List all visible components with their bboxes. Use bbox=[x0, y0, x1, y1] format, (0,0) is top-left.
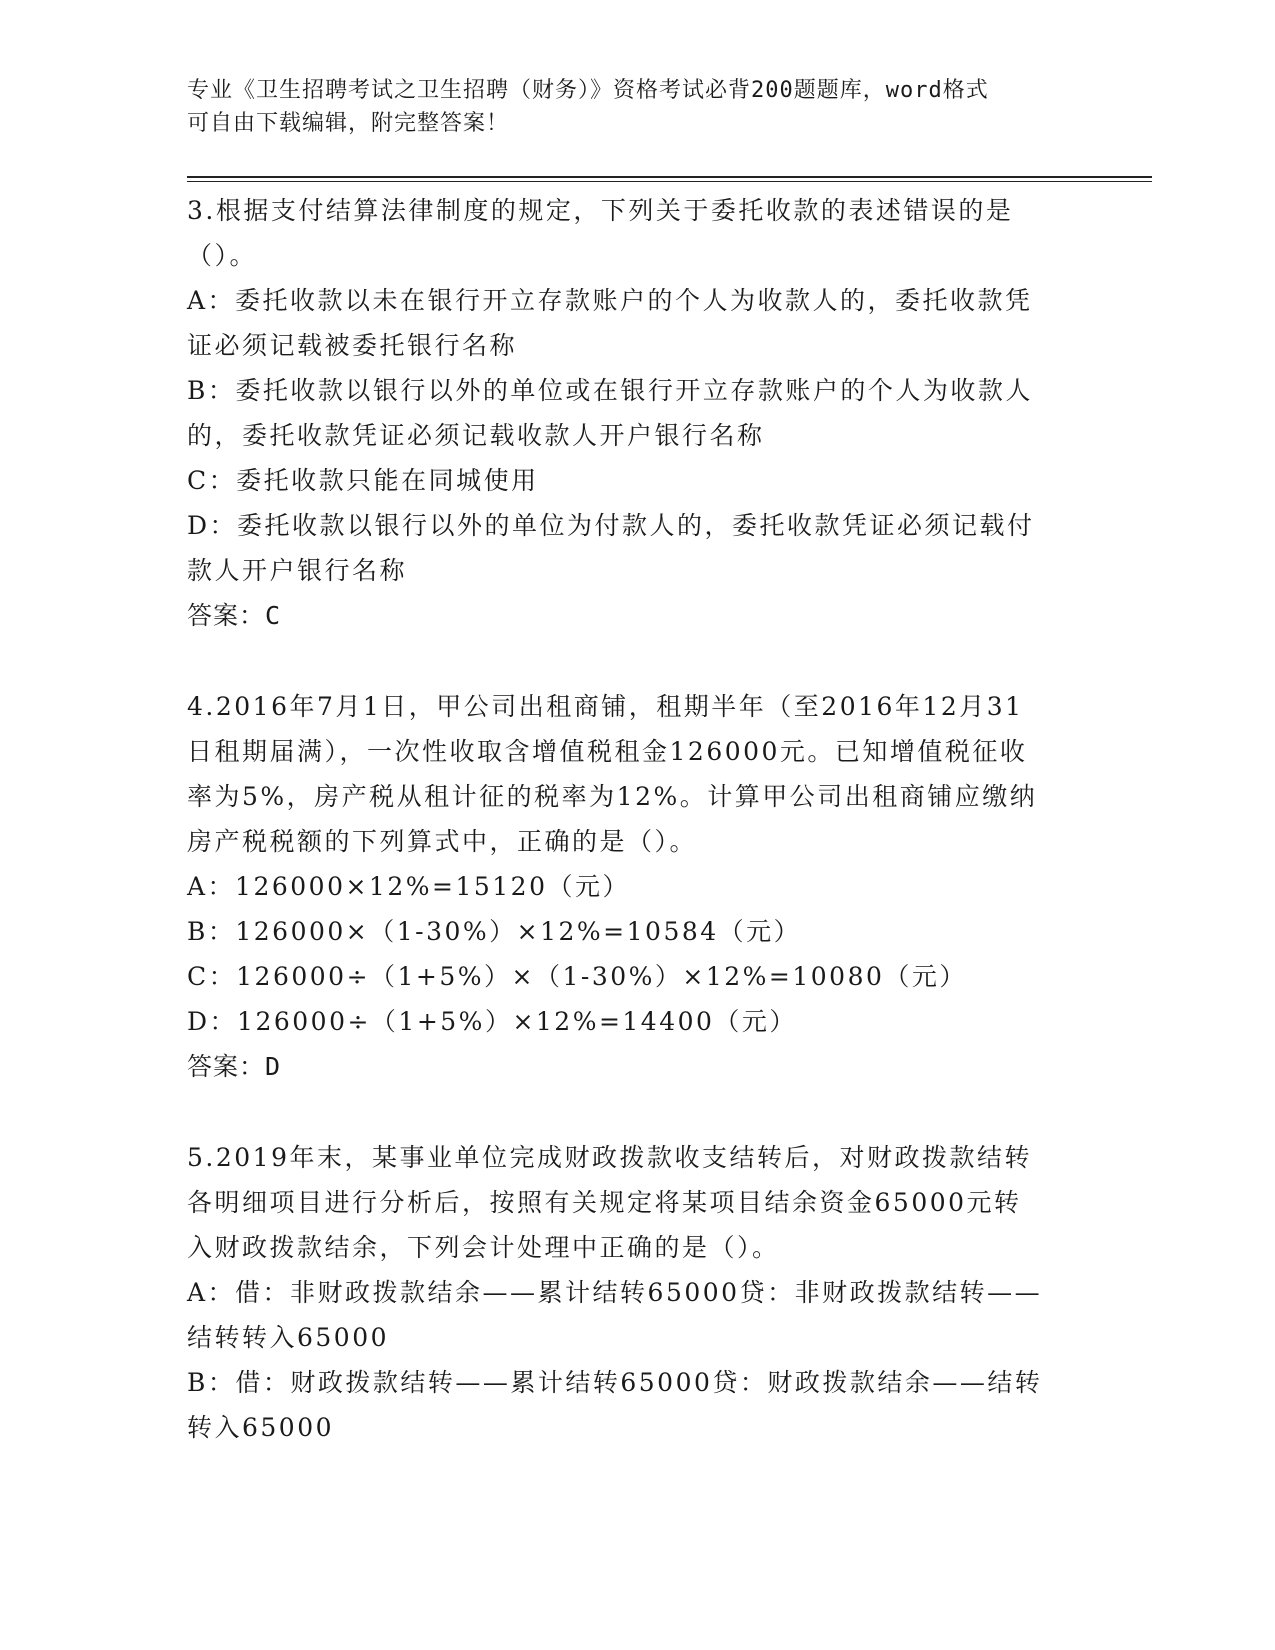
answer-label: 答案：D bbox=[187, 1052, 282, 1081]
question-5 bbox=[187, 1135, 1067, 1450]
option-b-line: B：借：财政拨款结转——累计结转65000贷：财政拨款结余——结转 bbox=[187, 1368, 1043, 1397]
option-a-line: A：126000×12%=15120（元） bbox=[187, 872, 630, 901]
question-stem-line: 日租期届满），一次性收取含增值税租金126000元。已知增值税征收 bbox=[187, 737, 1028, 766]
option-b-line: B：126000×（1-30%）×12%=10584（元） bbox=[187, 917, 802, 946]
question-stem-line: 各明细项目进行分析后，按照有关规定将某项目结余资金65000元转 bbox=[187, 1188, 1022, 1217]
question-spacer bbox=[187, 1089, 1067, 1135]
option-a-line: 结转转入65000 bbox=[187, 1323, 390, 1352]
question-stem-line: 房产税税额的下列算式中，正确的是（）。 bbox=[187, 827, 698, 856]
question-stem-line: 入财政拨款结余，下列会计处理中正确的是（）。 bbox=[187, 1233, 780, 1262]
option-a-line: A：委托收款以未在银行开立存款账户的个人为收款人的，委托收款凭 bbox=[187, 286, 1033, 315]
question-stem-line: 4.2016年7月1日，甲公司出租商铺，租期半年（至2016年12月31 bbox=[187, 692, 1024, 721]
question-3 bbox=[187, 188, 1067, 638]
question-4 bbox=[187, 684, 1067, 1089]
answer-label: 答案：C bbox=[187, 601, 282, 630]
option-c-line: C：126000÷（1+5%）×（1-30%）×12%=10080（元） bbox=[187, 962, 967, 991]
option-a-line: A：借：非财政拨款结余——累计结转65000贷：非财政拨款结转—— bbox=[187, 1278, 1043, 1307]
question-stem-line: 5.2019年末，某事业单位完成财政拨款收支结转后，对财政拨款结转 bbox=[187, 1143, 1032, 1172]
header-line-1: 专业《卫生招聘考试之卫生招聘（财务）》资格考试必背200题题库，word格式 bbox=[187, 78, 989, 103]
option-b-line: 转入65000 bbox=[187, 1413, 335, 1442]
option-b-line: B：委托收款以银行以外的单位或在银行开立存款账户的个人为收款人 bbox=[187, 376, 1033, 405]
question-spacer bbox=[187, 638, 1067, 684]
question-stem-line: 3.根据支付结算法律制度的规定，下列关于委托收款的表述错误的是 bbox=[187, 196, 1014, 225]
option-d-line: D：126000÷（1+5%）×12%=14400（元） bbox=[187, 1007, 797, 1036]
header-line-2: 可自由下载编辑，附完整答案！ bbox=[187, 111, 510, 136]
header-divider-thick bbox=[187, 176, 1152, 178]
option-d-line: D：委托收款以银行以外的单位为付款人的，委托收款凭证必须记载付 bbox=[187, 511, 1035, 540]
document-header bbox=[187, 74, 1067, 140]
question-stem-line: 率为5%，房产税从租计征的税率为12%。计算甲公司出租商铺应缴纳 bbox=[187, 782, 1038, 811]
option-a-line: 证必须记载被委托银行名称 bbox=[187, 331, 518, 360]
question-stem-line: （）。 bbox=[187, 241, 258, 270]
option-c-line: C：委托收款只能在同城使用 bbox=[187, 466, 539, 495]
option-b-line: 的，委托收款凭证必须记载收款人开户银行名称 bbox=[187, 421, 765, 450]
header-divider-thin bbox=[187, 181, 1152, 182]
question-list bbox=[187, 188, 1067, 1450]
option-d-line: 款人开户银行名称 bbox=[187, 556, 408, 585]
